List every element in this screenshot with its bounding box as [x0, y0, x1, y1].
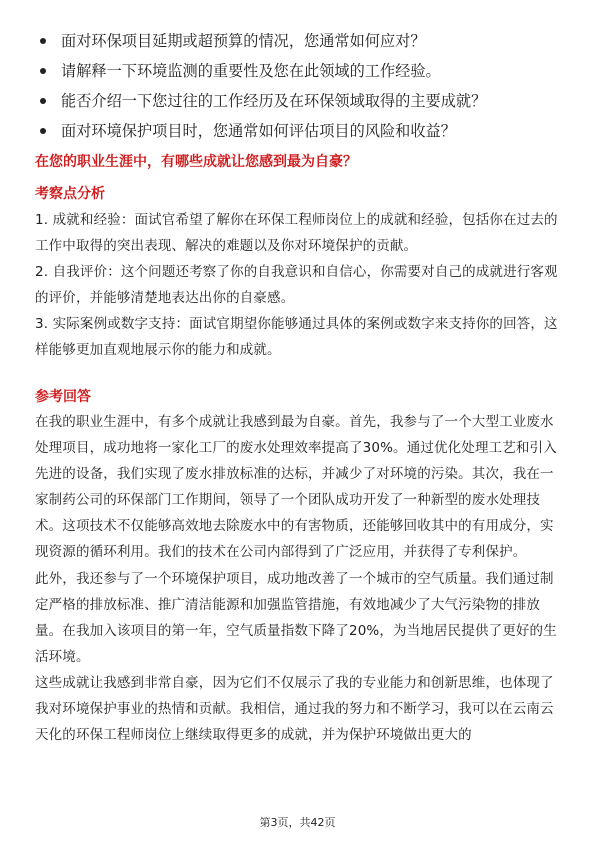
page-number: 第3页，共42页 [259, 816, 336, 829]
list-item-text: 面对环保项目延期或超预算的情况，您通常如何应对？ [61, 32, 426, 50]
list-item-text: 请解释一下环境监测的重要性及您在此领域的工作经验。 [61, 62, 441, 80]
list-item [38, 116, 568, 146]
bullet-icon [40, 98, 46, 104]
list-item-text: 面对环境保护项目时，您通常如何评估项目的风险和收益？ [61, 122, 456, 140]
answer-paragraph: 在我的职业生涯中，有多个成就让我感到最为自豪。首先，我参与了一个大型工业废水处理项目，成功地将一家化工厂的废水处理效率提高了30%。通过优化处理工艺和引入先进的设备，我们实现了废水排放标准的达标，并减少了对环境的污染。其次，我在一家制药公司的环保部门工作期间，领导了一个团队成功开发了一种新型的废水处理技术。这项技术不仅能够高效地去除废水中的有害物质，还能够回收其中的有用成分，实现资源的循环利用。我们的技术在公司内部得到了广泛应用，并获得了专利保护。 [35, 414, 557, 561]
analysis-point: 2. 自我评价：这个问题还考察了你的自我意识和自信心，你需要对自己的成就进行客观的评价，并能够清楚地表达出你的自豪感。 [35, 264, 558, 306]
analysis-point: 1. 成就和经验：面试官希望了解你在环保工程师岗位上的成就和经验，包括你在过去的工作中取得的突出表现、解决的难题以及你对环境保护的贡献。 [35, 212, 558, 254]
bullet-icon [40, 68, 46, 74]
related-questions-list [38, 26, 568, 146]
answer-heading: 参考回答 [35, 389, 91, 405]
answer-paragraph: 这些成就让我感到非常自豪，因为它们不仅展示了我的专业能力和创新思维，也体现了我对环境保护事业的热情和贡献。我相信，通过我的努力和不断学习，我可以在云南云天化的环保工程师岗位上继续取得更多的成就，并为保护环境做出更大的 [35, 674, 554, 744]
list-item [38, 56, 568, 86]
list-item [38, 86, 568, 116]
analysis-section [35, 207, 563, 363]
list-item [38, 26, 568, 56]
answer-paragraph: 此外，我还参与了一个环境保护项目，成功地改善了一个城市的空气质量。我们通过制定严格的排放标准、推广清洁能源和加强监管措施，有效地减少了大气污染物的排放量。在我加入该项目的第一年，空气质量指数下降了20%，为当地居民提供了更好的生活环境。 [35, 570, 557, 665]
bullet-icon [40, 38, 46, 44]
analysis-point: 3. 实际案例或数字支持：面试官期望你能够通过具体的案例或数字来支持你的回答，这样能够更加直观地展示你的能力和成就。 [35, 316, 558, 358]
list-item-text: 能否介绍一下您过往的工作经历及在环保领域取得的主要成就？ [61, 92, 487, 110]
bullet-icon [40, 128, 46, 134]
analysis-heading: 考察点分析 [35, 186, 105, 202]
question-heading: 在您的职业生涯中，有哪些成就让您感到最为自豪？ [35, 154, 357, 170]
answer-section [35, 409, 563, 748]
